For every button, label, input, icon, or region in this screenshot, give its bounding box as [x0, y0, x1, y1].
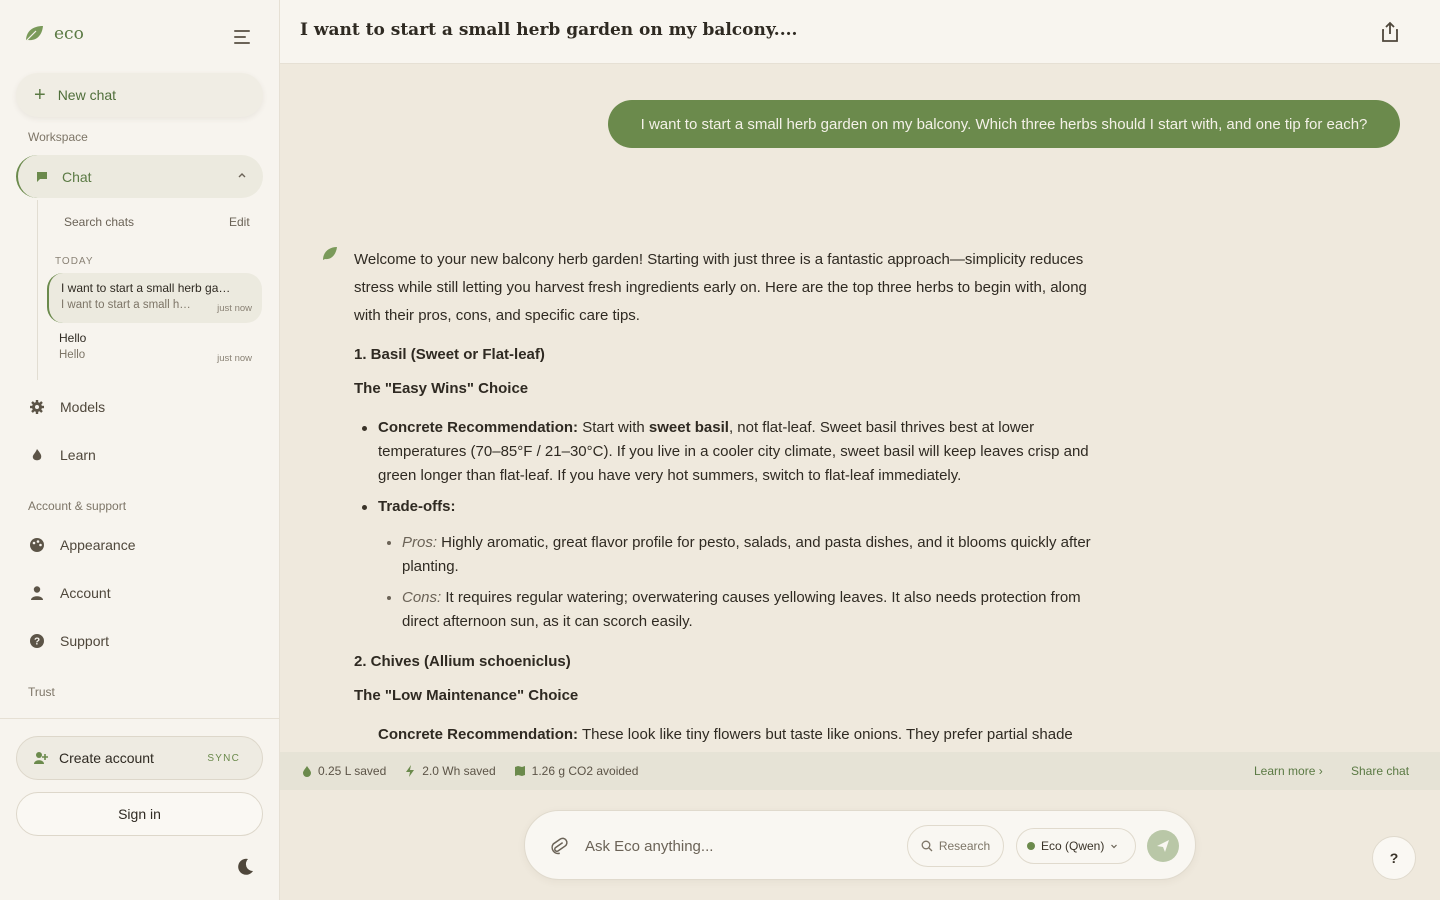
thread-time: just now — [217, 353, 252, 364]
chat-bubble-icon — [36, 171, 48, 183]
chives-heading: 2. Chives (Allium schoeniclus) — [354, 653, 571, 670]
share-chat-link[interactable]: Share chat — [1351, 764, 1410, 778]
user-message: I want to start a small herb garden on my balcony. Which three herbs should I start with, and one tip for each? — [608, 100, 1400, 148]
rec-text: These look like tiny flowers but taste like onions. They prefer partial shade — [578, 726, 1073, 743]
pros-text: Highly aromatic, great flavor profile for pesto, salads, and pasta dishes, and it blooms quickly after planting. — [402, 534, 1091, 575]
edit-chats-button[interactable]: Edit — [229, 215, 250, 229]
sidebar-item-account[interactable] — [28, 584, 111, 602]
co2-stat — [514, 764, 639, 778]
list-item — [378, 416, 1114, 488]
sidebar-item-chat[interactable] — [16, 155, 263, 198]
palette-icon — [28, 536, 46, 554]
sign-in-button[interactable]: Sign in — [16, 792, 263, 836]
rec-text: , not flat-leaf. Sweet basil thrives best at lower temperatures (70–85°F / 21–30°C). If you live in a cooler city climate, sweet basil will keep leaves crisp and green longer than flat-leaf. If you have very hot summers, switch to flat-leaf immediately. — [378, 419, 1089, 484]
rec-label: Concrete Recommendation: — [378, 419, 579, 436]
model-selector-label: Eco (Qwen) — [1041, 839, 1105, 853]
chevron-up-icon[interactable] — [237, 170, 247, 180]
eco-stats-bar — [280, 752, 1440, 790]
dark-mode-moon-icon[interactable] — [234, 856, 256, 878]
rec-bold: sweet basil — [648, 419, 729, 436]
thread-preview: I want to start a small h… — [61, 299, 191, 311]
cons-text: It requires regular watering; overwatering causes yellowing leaves. It also needs protection from direct afternoon sun, as it can scorch easily. — [402, 589, 1081, 630]
water-stat-text: 0.25 L saved — [318, 764, 387, 778]
sidebar-toggle-icon[interactable] — [232, 28, 252, 44]
add-user-icon — [33, 750, 49, 766]
help-circle-icon — [28, 632, 46, 650]
sidebar-item-models[interactable] — [28, 398, 105, 416]
chat-header — [280, 0, 1440, 64]
workspace-label: Workspace — [28, 130, 88, 144]
sidebar-item-models-label: Models — [60, 399, 106, 415]
list-item — [378, 495, 456, 519]
chives-subheading: The "Low Maintenance" Choice — [354, 687, 579, 704]
create-account-button[interactable] — [16, 736, 263, 780]
thread-item[interactable] — [47, 273, 262, 323]
list-item — [402, 531, 1114, 579]
rec-label: Concrete Recommendation: — [378, 726, 579, 743]
create-account-label: Create account — [59, 750, 154, 766]
gear-icon — [28, 398, 46, 416]
cons-label: Cons: — [402, 589, 442, 606]
thread-preview: Hello — [59, 349, 86, 361]
assistant-message — [354, 246, 1114, 743]
leaf-logo-icon — [24, 25, 44, 43]
sidebar — [0, 0, 280, 900]
model-selector[interactable] — [1016, 828, 1136, 864]
share-icon[interactable] — [1378, 20, 1402, 44]
send-icon — [1156, 839, 1170, 853]
energy-stat — [404, 764, 495, 778]
thread-item[interactable] — [47, 323, 262, 373]
new-chat-button[interactable] — [16, 73, 263, 117]
chat-title: I want to start a small herb garden on my balcony.... — [300, 20, 798, 40]
map-icon — [514, 765, 526, 777]
rec-text: Start with — [578, 419, 649, 436]
answer-intro: Welcome to your new balcony herb garden! Starting with just three is a fantastic approach—simplicity reduces stress while still letting you harvest fresh ingredients early on. Here are the top three herbs to begin with, along with their pros, cons, and specific care tips. — [354, 251, 1087, 324]
sidebar-item-support-label: Support — [60, 633, 110, 649]
send-button[interactable] — [1147, 830, 1179, 862]
learn-more-link[interactable]: Learn more › — [1254, 764, 1323, 778]
chevron-down-icon — [1110, 842, 1118, 850]
lightning-icon — [404, 764, 416, 778]
trust-label[interactable]: Trust — [28, 685, 55, 699]
message-input[interactable] — [585, 833, 885, 859]
thread-title: Hello — [59, 331, 87, 345]
sidebar-item-learn[interactable] — [28, 446, 96, 464]
thread-title: I want to start a small herb ga… — [61, 281, 231, 295]
research-button[interactable] — [907, 825, 1004, 867]
svg-text:?: ? — [33, 636, 41, 648]
sidebar-divider — [0, 718, 279, 719]
energy-stat-text: 2.0 Wh saved — [422, 764, 496, 778]
search-icon — [921, 840, 933, 852]
plus-icon: + — [34, 84, 46, 106]
sidebar-item-chat-label: Chat — [62, 168, 92, 185]
sidebar-item-account-label: Account — [60, 585, 111, 601]
new-chat-label: New chat — [57, 87, 117, 103]
tradeoffs-label: Trade-offs: — [378, 498, 456, 515]
basil-heading: 1. Basil (Sweet or Flat-leaf) — [354, 346, 545, 363]
sidebar-item-appearance[interactable] — [28, 536, 136, 554]
co2-stat-text: 1.26 g CO2 avoided — [531, 764, 639, 778]
sidebar-item-appearance-label: Appearance — [60, 537, 136, 553]
help-button[interactable]: ? — [1372, 836, 1416, 880]
assistant-leaf-icon — [322, 246, 338, 262]
account-support-label: Account & support — [28, 499, 127, 513]
brand[interactable] — [24, 24, 84, 44]
thread-time: just now — [217, 303, 252, 314]
research-label: Research — [938, 839, 991, 853]
user-icon — [28, 584, 46, 602]
flame-icon — [28, 446, 46, 464]
sidebar-item-learn-label: Learn — [60, 447, 96, 463]
sidebar-item-support[interactable] — [28, 632, 109, 650]
pros-label: Pros: — [402, 534, 438, 551]
tree-line — [37, 200, 38, 380]
sync-badge: SYNC — [207, 752, 240, 764]
basil-subheading: The "Easy Wins" Choice — [354, 380, 529, 397]
brand-name: eco — [54, 24, 84, 44]
list-item — [402, 586, 1114, 634]
search-chats-input[interactable]: Search chats — [64, 215, 135, 229]
today-label: TODAY — [55, 256, 94, 267]
water-stat — [302, 764, 386, 778]
message-composer — [524, 810, 1196, 880]
paperclip-icon[interactable] — [549, 836, 569, 856]
model-status-dot — [1027, 842, 1035, 850]
water-drop-icon — [302, 765, 312, 777]
list-item — [378, 723, 1114, 747]
